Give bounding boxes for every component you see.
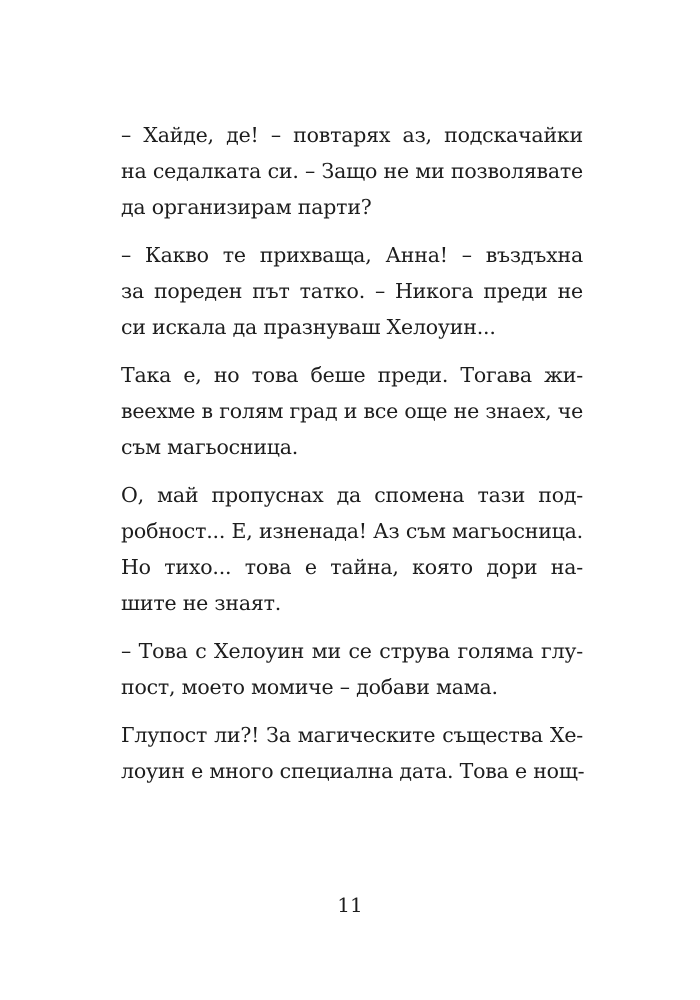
text-line: Така е, но това беше преди. Тогава жи- [121,363,583,387]
paragraph-1 [121,117,583,225]
text-line: – Хайде, де! – повтарях аз, подскачайки [121,123,583,147]
text-line: шите не знаят. [121,591,282,615]
paragraph-3 [121,357,583,465]
text-line: – Какво те прихваща, Анна! – въздъхна [121,243,583,267]
paragraph-6 [121,717,583,789]
paragraph-2 [121,237,583,345]
text-line: робност... Е, изненада! Аз съм магьосница. [121,519,583,543]
text-line: пост, моето момиче – добави мама. [121,675,498,699]
text-line: на седалката си. – Защо не ми позволявате [121,159,583,183]
text-line: веехме в голям град и все още не знаех, че [121,399,584,423]
paragraph-5 [121,633,583,705]
text-line: Глупост ли?! За магическите същества Хе- [121,723,583,747]
text-line: за пореден път татко. – Никога преди не [121,279,583,303]
text-line: лоуин е много специална дата. Това е нощ- [121,759,585,783]
text-line: Но тихо... това е тайна, която дори на- [121,555,583,579]
text-line: – Това с Хелоуин ми се струва голяма глу- [121,639,583,663]
paragraph-4 [121,477,583,621]
text-line: си искала да празнуваш Хелоуин... [121,315,496,339]
text-line: да организирам парти? [121,195,372,219]
text-line: О, май пропуснах да спомена тази под- [121,483,583,507]
body-text [121,117,583,801]
page-number: 11 [337,893,363,917]
text-line: съм магьосница. [121,435,299,459]
